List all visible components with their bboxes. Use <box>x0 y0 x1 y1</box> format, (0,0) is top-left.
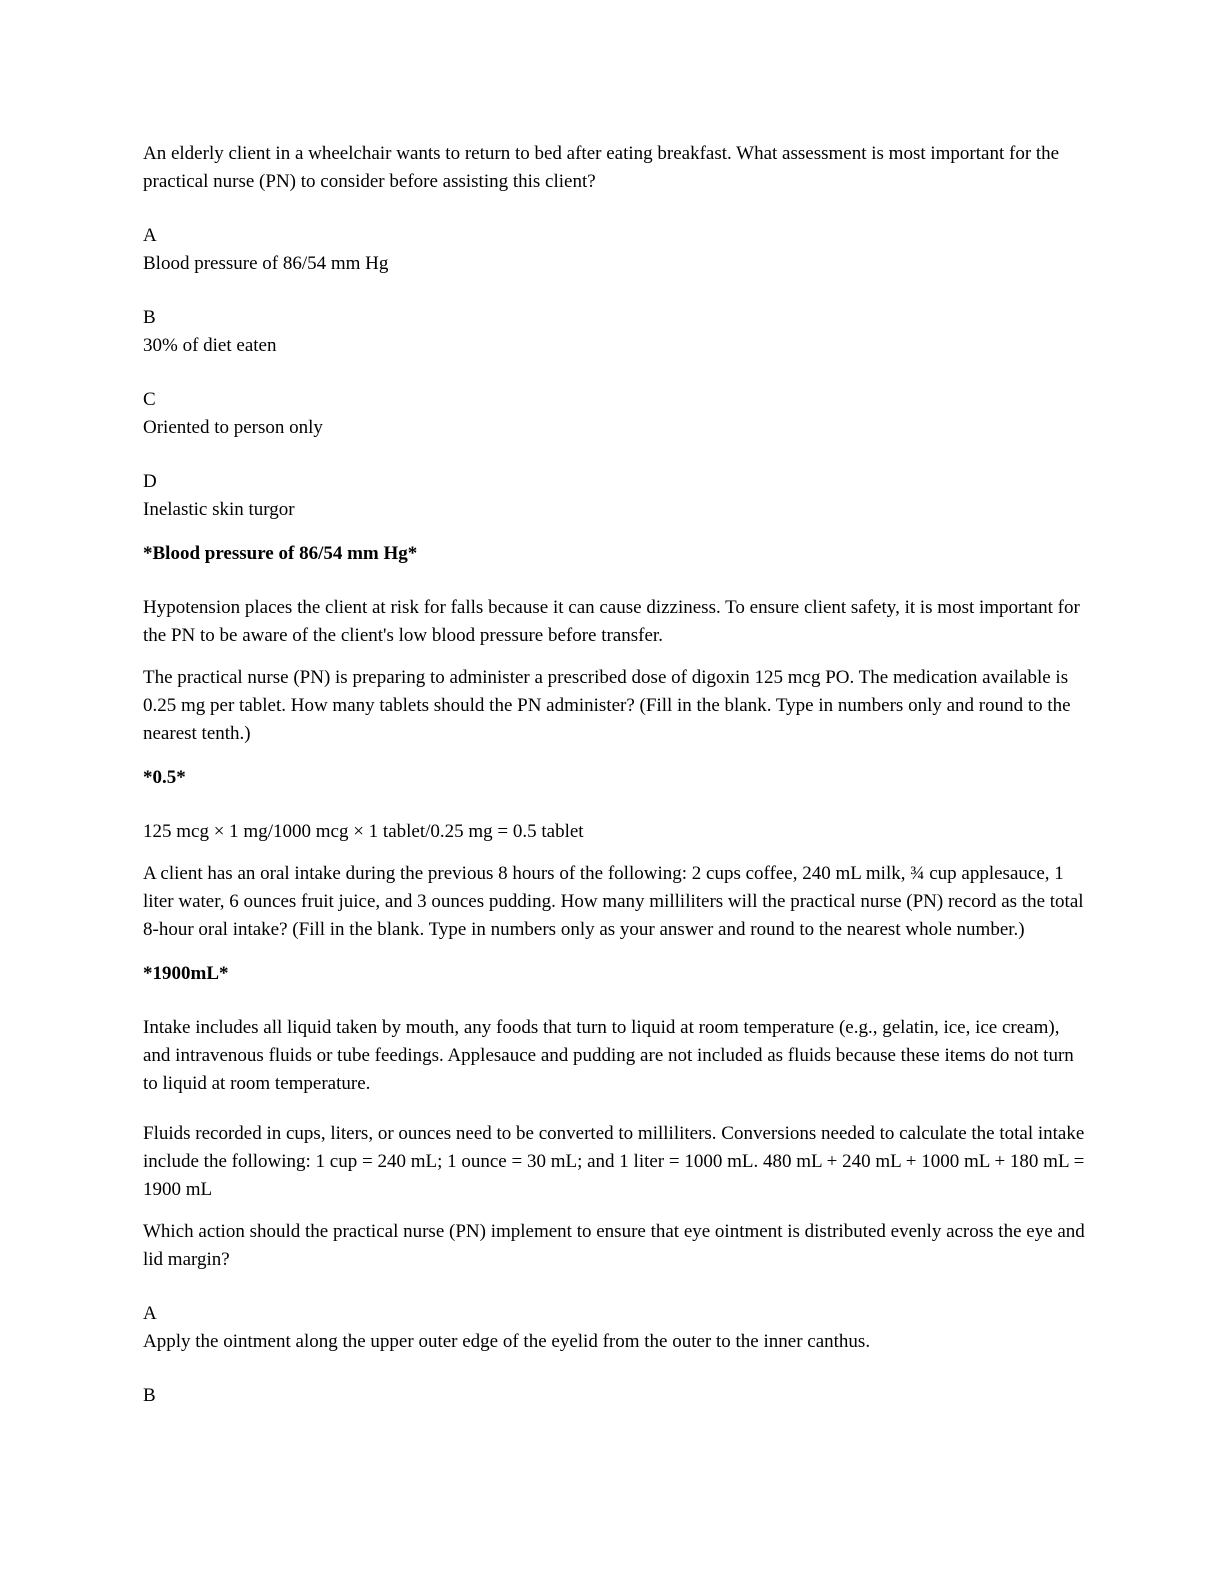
answer-option <box>143 1300 1090 1356</box>
rationale-paragraph: Intake includes all liquid taken by mouth, any foods that turn to liquid at room temperature (e.g., gelatin, ice, ice cream), and intravenous fluids or tube feedings. Applesauce and pudding are not included as fluids because these items do not turn to liquid at room temperature. <box>143 1017 1074 1094</box>
answer-option <box>143 1382 1090 1410</box>
option-text: Blood pressure of 86/54 mm Hg <box>143 253 389 274</box>
answer-option <box>143 222 1090 278</box>
answer-option <box>143 468 1090 524</box>
option-text: Inelastic skin turgor <box>143 499 295 520</box>
rationale-paragraph: 125 mcg × 1 mg/1000 mcg × 1 tablet/0.25 mg = 0.5 tablet <box>143 821 584 842</box>
option-letter: D <box>143 471 157 492</box>
option-letter: B <box>143 1385 156 1406</box>
rationale-paragraph: Hypotension places the client at risk for falls because it can cause dizziness. To ensure client safety, it is most important for the PN to be aware of the client's low blood pressure before transfer. <box>143 597 1080 646</box>
correct-answer: *1900mL* <box>143 963 229 984</box>
question-text: Which action should the practical nurse (PN) implement to ensure that eye ointment is distributed evenly across the eye and lid margin? <box>143 1221 1085 1270</box>
question-text: The practical nurse (PN) is preparing to administer a prescribed dose of digoxin 125 mcg PO. The medication available is 0.25 mg per tablet. How many tablets should the PN administer? (Fill in the blank. Type in numbers only and round to the nearest tenth.) <box>143 667 1071 744</box>
option-text: Apply the ointment along the upper outer edge of the eyelid from the outer to the inner canthus. <box>143 1331 871 1352</box>
question-text: An elderly client in a wheelchair wants to return to bed after eating breakfast. What assessment is most important for the practical nurse (PN) to consider before assisting this client? <box>143 143 1060 192</box>
option-text: Oriented to person only <box>143 417 323 438</box>
option-letter: C <box>143 389 156 410</box>
answer-option <box>143 304 1090 360</box>
option-letter: B <box>143 307 156 328</box>
option-text: 30% of diet eaten <box>143 335 277 356</box>
option-letter: A <box>143 1303 157 1324</box>
option-letter: A <box>143 225 157 246</box>
correct-answer: *Blood pressure of 86/54 mm Hg* <box>143 543 418 564</box>
question-text: A client has an oral intake during the previous 8 hours of the following: 2 cups coffee, 240 mL milk, ¾ cup applesauce, 1 liter water, 6 ounces fruit juice, and 3 ounces pudding. How many milliliters will the practical nurse (PN) record as the total 8-hour oral intake? (Fill in the blank. Type in numbers only as your answer and round to the nearest whole number.) <box>143 863 1084 940</box>
answer-option <box>143 386 1090 442</box>
correct-answer: *0.5* <box>143 767 186 788</box>
rationale-paragraph: Fluids recorded in cups, liters, or ounces need to be converted to milliliters. Conversions needed to calculate the total intake include the following: 1 cup = 240 mL; 1 ounce = 30 mL; and 1 liter = 1000 mL. 480 mL + 240 mL + 1000 mL + 180 mL = 1900 mL <box>143 1123 1085 1200</box>
